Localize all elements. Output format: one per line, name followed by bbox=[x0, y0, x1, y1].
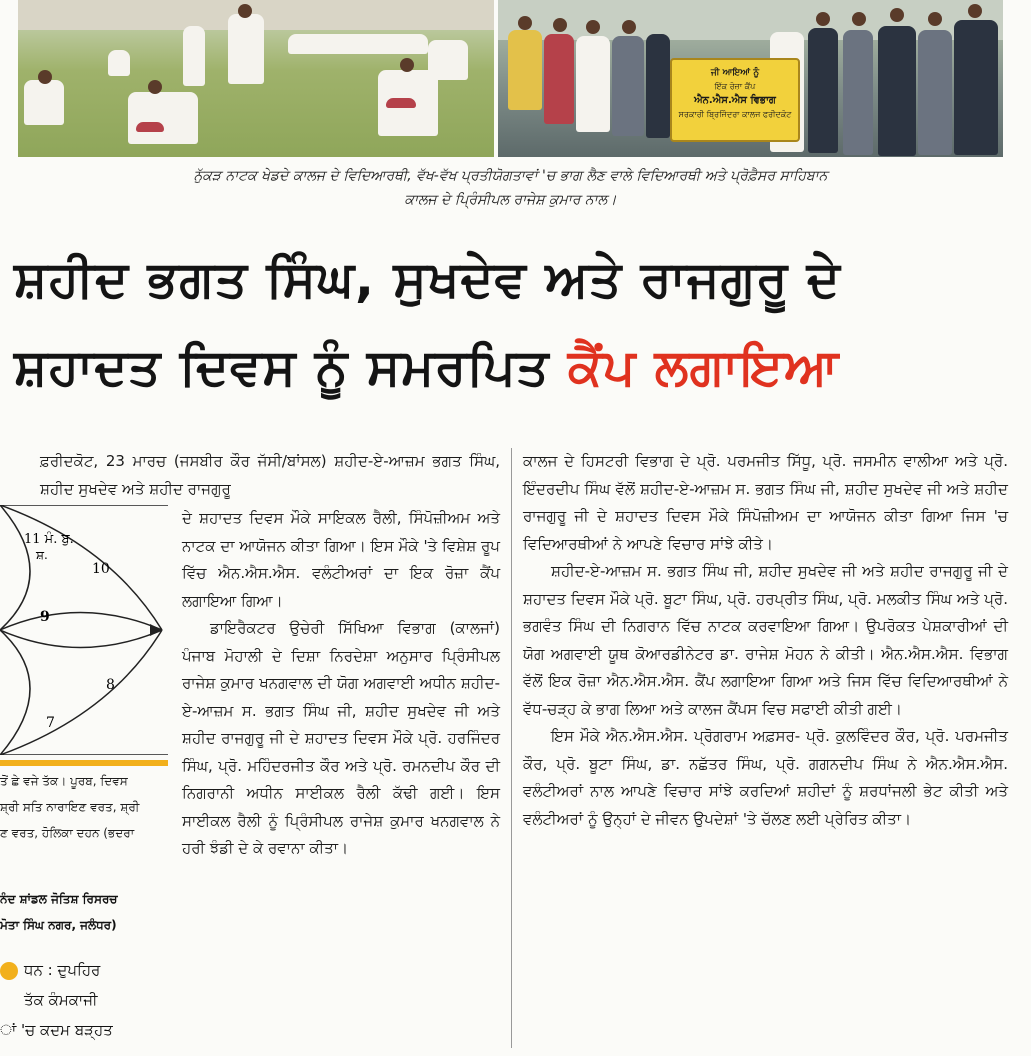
banner-line: ਇੱਕ ਰੋਜ਼ਾ ਕੈਂਪ bbox=[714, 82, 756, 91]
person-figure bbox=[808, 28, 838, 153]
article-column-middle bbox=[182, 505, 500, 863]
head bbox=[928, 12, 942, 26]
person-figure bbox=[646, 34, 670, 138]
sidebar-accent-bar bbox=[0, 760, 168, 766]
sidebar-credit-line: ਨੰਦ ਸ਼ਾਂਡਲ ਜੋਤਿਸ਼ ਰਿਸਰਚ bbox=[0, 892, 118, 906]
head bbox=[816, 12, 830, 26]
head bbox=[890, 8, 904, 22]
sash bbox=[386, 98, 416, 108]
headline-line-1: ਸ਼ਹੀਦ ਭਗਤ ਸਿੰਘ, ਸੁਖਦੇਵ ਅਤੇ ਰਾਜਗੁਰੂ ਦੇ bbox=[14, 250, 841, 308]
person-figure bbox=[612, 36, 644, 136]
article-column-right bbox=[523, 448, 1008, 833]
paragraph: ਦੇ ਸ਼ਹਾਦਤ ਦਿਵਸ ਮੌਕੇ ਸਾਇਕਲ ਰੈਲੀ, ਸਿੰਪੋਜ਼ੀਅਮ ਅਤੇ ਨਾਟਕ ਦਾ ਆਯੋਜਨ ਕੀਤਾ ਗਿਆ। ਇਸ ਮੌਕੇ 'ਤੇ ਵਿਸ਼ੇਸ਼ ਰੂਪ ਵਿੱਚ ਐਨ.ਐਸ.ਐਸ. ਵਲੰਟੀਅਰਾਂ ਦਾ ਇਕ ਰੋਜ਼ਾ ਕੈਂਪ ਲਗਾਇਆ ਗਿਆ। bbox=[182, 509, 500, 610]
head bbox=[400, 58, 414, 72]
banner-line: ਸਰਕਾਰੀ ਬ੍ਰਿਜਿੰਦਰਾ ਕਾਲਜ ਫਰੀਦਕੋਟ bbox=[678, 110, 792, 119]
zodiac-icon bbox=[0, 962, 18, 980]
house-7: 7 bbox=[46, 715, 55, 731]
head bbox=[852, 12, 866, 26]
paragraph: ਡਾਇਰੈਕਟਰ ਉਚੇਰੀ ਸਿੱਖਿਆ ਵਿਭਾਗ (ਕਾਲਜਾਂ) ਪੰਜਾਬ ਮੋਹਾਲੀ ਦੇ ਦਿਸ਼ਾ ਨਿਰਦੇਸ਼ਾ ਅਨੁਸਾਰ ਪ੍ਰਿੰਸੀਪਲ ਰਾਜੇਸ਼ ਕੁਮਾਰ ਖਨਗਵਾਲ ਦੀ ਯੋਗ ਅਗਵਾਈ ਅਧੀਨ ਸ਼ਹੀਦ-ਏ-ਆਜ਼ਮ ਸ. ਭਗਤ ਸਿੰਘ ਜੀ, ਸ਼ਹੀਦ ਸੁਖਦੇਵ ਜੀ ਅਤੇ ਸ਼ਹੀਦ ਰਾਜਗੁਰੂ ਜੀ ਦੇ ਸ਼ਹਾਦਤ ਦਿਵਸ ਮੌਕੇ ਪ੍ਰੋ. ਹਰਜਿੰਦਰ ਸਿੰਘ, ਪ੍ਰੋ. ਮਹਿੰਦਰਜੀਤ ਕੌਰ ਅਤੇ ਪ੍ਰੋ. ਰਮਨਦੀਪ ਕੌਰ ਦੀ ਨਿਗਰਾਨੀ ਅਧੀਨ ਸਾਈਕਲ ਰੈਲੀ ਕੱਢੀ ਗਈ। ਇਸ ਸਾਈਕਲ ਰੈਲੀ ਨੂੰ ਪ੍ਰਿੰਸੀਪਲ ਰਾਜੇਸ਼ ਕੁਮਾਰ ਖਨਗਵਾਲ ਨੇ ਹਰੀ ਝੰਡੀ ਦੇ ਕੇ ਰਵਾਨਾ ਕੀਤਾ। bbox=[182, 619, 500, 857]
sidebar-horoscope-entry bbox=[0, 955, 170, 1045]
sidebar-credit bbox=[0, 886, 170, 938]
caption-line-2: ਕਾਲਜ ਦੇ ਪ੍ਰਿੰਸੀਪਲ ਰਾਜੇਸ਼ ਕੁਮਾਰ ਨਾਲ। bbox=[404, 192, 617, 208]
person-figure bbox=[878, 26, 916, 156]
student-figure bbox=[183, 26, 205, 86]
paragraph: ਇਸ ਮੌਕੇ ਐਨ.ਐਸ.ਐਸ. ਪ੍ਰੋਗਰਾਮ ਅਫ਼ਸਰ- ਪ੍ਰੋ. ਕੁਲਵਿੰਦਰ ਕੌਰ, ਪ੍ਰੋ. ਪਰਮਜੀਤ ਕੌਰ, ਪ੍ਰੋ. ਬੂਟਾ ਸਿੰਘ, ਡਾ. ਨਛੱਤਰ ਸਿੰਘ, ਪ੍ਰੋ. ਗਗਨਦੀਪ ਸਿੰਘ ਨੇ ਐਨ.ਐਸ.ਐਸ. ਵਲੰਟੀਅਰਾਂ ਨਾਲ ਆਪਣੇ ਵਿਚਾਰ ਸਾਂਝੇ ਕਰਦਿਆਂ ਸ਼ਹੀਦਾਂ ਨੂੰ ਸ਼ਰਧਾਂਜਲੀ ਭੇਟ ਕੀਤੀ ਅਤੇ ਵਲੰਟੀਅਰਾਂ ਨੂੰ ਉਨ੍ਹਾਂ ਦੇ ਜੀਵਨ ਉਪਦੇਸ਼ਾਂ 'ਤੇ ਚੱਲਣ ਲਈ ਪ੍ਰੇਰਿਤ ਕੀਤਾ। bbox=[523, 727, 1008, 828]
zodiac-label: ਧਨ : ਦੁਪਹਿਰ bbox=[24, 961, 101, 979]
person-figure bbox=[843, 30, 873, 155]
article-lead bbox=[40, 448, 500, 503]
head bbox=[38, 70, 52, 84]
photo-caption bbox=[18, 164, 1003, 212]
student-figure bbox=[128, 92, 198, 144]
photo-group bbox=[498, 0, 1003, 157]
column-divider bbox=[511, 448, 512, 1048]
student-figure bbox=[108, 50, 130, 76]
banner-line: ਐਨ.ਐਸ.ਐਸ ਵਿਭਾਗ bbox=[694, 95, 776, 106]
nss-banner bbox=[670, 58, 800, 142]
person-figure bbox=[954, 20, 998, 155]
photo-street-play bbox=[18, 0, 494, 157]
person-figure bbox=[576, 36, 610, 132]
student-figure bbox=[24, 80, 64, 125]
paragraph: ਕਾਲਜ ਦੇ ਹਿਸਟਰੀ ਵਿਭਾਗ ਦੇ ਪ੍ਰੋ. ਪਰਮਜੀਤ ਸਿੱਧੂ, ਪ੍ਰੋ. ਜਸਮੀਨ ਵਾਲੀਆ ਅਤੇ ਪ੍ਰੋ. ਇੰਦਰਦੀਪ ਸਿੰਘ ਵੱਲੋਂ ਸ਼ਹੀਦ-ਏ-ਆਜ਼ਮ ਸ. ਭਗਤ ਸਿੰਘ ਜੀ, ਸ਼ਹੀਦ ਸੁਖਦੇਵ ਜੀ ਅਤੇ ਸ਼ਹੀਦ ਰਾਜਗੁਰੂ ਜੀ ਦੇ ਸ਼ਹਾਦਤ ਦਿਵਸ ਮੌਕੇ ਸਿੰਪੋਜ਼ੀਅਮ ਦਾ ਆਯੋਜਨ ਕੀਤਾ ਗਿਆ ਜਿਸ 'ਚ ਵਿਦਿਆਰਥੀਆਂ ਨੇ ਆਪਣੇ ਵਿਚਾਰ ਸਾਂਝੇ ਕੀਤੇ। bbox=[523, 452, 1008, 553]
headline-black: ਸ਼ਹਾਦਤ ਦਿਵਸ ਨੂੰ ਸਮਰਪਿਤ bbox=[14, 338, 568, 396]
seated-students bbox=[288, 34, 428, 54]
head bbox=[553, 18, 567, 32]
head bbox=[968, 4, 982, 18]
house-11: 11 ਮੰ. ਬੁ. bbox=[24, 532, 74, 547]
student-figure bbox=[428, 40, 468, 80]
head bbox=[518, 16, 532, 30]
lead-paragraph: ਫ਼ਰੀਦਕੋਟ, 23 ਮਾਰਚ (ਜਸਬੀਰ ਕੌਰ ਜੱਸੀ/ਬਾਂਸਲ) ਸ਼ਹੀਦ-ਏ-ਆਜ਼ਮ ਭਗਤ ਸਿੰਘ, ਸ਼ਹੀਦ ਸੁਖਦੇਵ ਅਤੇ ਸ਼ਹੀਦ ਰਾਜਗੁਰੂ bbox=[40, 452, 500, 498]
sash bbox=[136, 122, 164, 132]
student-figure bbox=[228, 14, 264, 84]
sidebar-entry-line: ਾਂ 'ਚ ਕਦਮ ਬੜ੍ਹਤ bbox=[0, 1021, 113, 1039]
head bbox=[622, 20, 636, 34]
headline-red: ਕੈਂਪ ਲਗਾਇਆ bbox=[567, 338, 840, 396]
person-figure bbox=[918, 30, 952, 155]
person-figure bbox=[508, 30, 542, 110]
sidebar-line: ਸ਼੍ਰੀ ਸਤਿ ਨਾਰਾਇਣ ਵਰਤ, ਸ਼੍ਰੀ bbox=[0, 800, 140, 814]
sidebar-entry-line: ਤੱਕ ਕੰਮਕਾਜੀ bbox=[24, 991, 98, 1009]
house-9: 9 bbox=[40, 609, 50, 625]
house-10: 10 bbox=[92, 561, 110, 577]
caption-line-1: ਨੁੱਕੜ ਨਾਟਕ ਖੇਡਦੇ ਕਾਲਜ ਦੇ ਵਿਦਿਆਰਥੀ, ਵੱਖ-ਵੱਖ ਪ੍ਰਤੀਯੋਗਤਾਵਾਂ 'ਚ ਭਾਗ ਲੈਣ ਵਾਲੇ ਵਿਦਿਆਰਥੀ ਅਤੇ ਪ੍ਰੋਫ਼ੈਸਰ ਸਾਹਿਬਾਨ bbox=[193, 168, 828, 184]
house-11-b: ਸ਼. bbox=[36, 548, 48, 562]
sidebar-entry-line bbox=[0, 955, 170, 985]
head bbox=[586, 20, 600, 34]
sidebar-line: ਣ ਵਰਤ, ਹੋਲਿਕਾ ਦਹਨ (ਭਦਰਾ bbox=[0, 826, 135, 840]
head bbox=[148, 80, 162, 94]
sidebar-line: ਤੋਂ ਛੇ ਵਜੇ ਤੱਕ। ਪੂਰਬ, ਦਿਵਸ bbox=[0, 774, 128, 788]
paragraph: ਸ਼ਹੀਦ-ਏ-ਆਜ਼ਮ ਸ. ਭਗਤ ਸਿੰਘ ਜੀ, ਸ਼ਹੀਦ ਸੁਖਦੇਵ ਜੀ ਅਤੇ ਸ਼ਹੀਦ ਰਾਜਗੁਰੂ ਜੀ ਦੇ ਸ਼ਹਾਦਤ ਦਿਵਸ ਮੌਕੇ ਪ੍ਰੋ. ਬੂਟਾ ਸਿੰਘ, ਪ੍ਰੋ. ਹਰਪ੍ਰੀਤ ਸਿੰਘ, ਪ੍ਰੋ. ਮਲਕੀਤ ਸਿੰਘ ਅਤੇ ਪ੍ਰੋ. ਭਗਵੰਤ ਸਿੰਘ ਦੀ ਨਿਗਰਾਨ ਵਿੱਚ ਨਾਟਕ ਕਰਵਾਇਆ ਗਿਆ। ਉਪਰੋਕਤ ਪੇਸ਼ਕਾਰੀਆਂ ਦੀ ਯੋਗ ਅਗਵਾਈ ਯੂਥ ਕੋਆਰਡੀਨੇਟਰ ਡਾ. ਰਾਜੇਸ਼ ਮੋਹਨ ਨੇ ਕੀਤੀ। ਐਨ.ਐਸ.ਐਸ. ਵਿਭਾਗ ਵੱਲੋਂ ਇਕ ਰੋਜ਼ਾ ਐਨ.ਐਸ.ਐਸ. ਕੈਂਪ ਲਗਾਇਆ ਗਿਆ ਅਤੇ ਜਿਸ ਵਿੱਚ ਵਿਦਿਆਰਥੀਆਂ ਨੇ ਵੱਧ-ਚੜ੍ਹ ਕੇ ਭਾਗ ਲਿਆ ਅਤੇ ਕਾਲਜ ਕੈਂਪਸ ਵਿਚ ਸਫਾਈ ਕੀਤੀ ਗਈ। bbox=[523, 562, 1008, 718]
sidebar-text bbox=[0, 768, 170, 846]
head bbox=[238, 4, 252, 18]
sidebar-credit-line: ਮੋਤਾ ਸਿੰਘ ਨਗਰ, ਜਲੰਧਰ) bbox=[0, 918, 117, 932]
headline-line-2 bbox=[14, 336, 1019, 398]
banner-line: ਜੀ ਆਇਆਂ ਨੂੰ bbox=[710, 68, 760, 78]
house-8: 8 bbox=[106, 677, 115, 693]
person-figure bbox=[544, 34, 574, 124]
horoscope-chart bbox=[0, 505, 168, 755]
